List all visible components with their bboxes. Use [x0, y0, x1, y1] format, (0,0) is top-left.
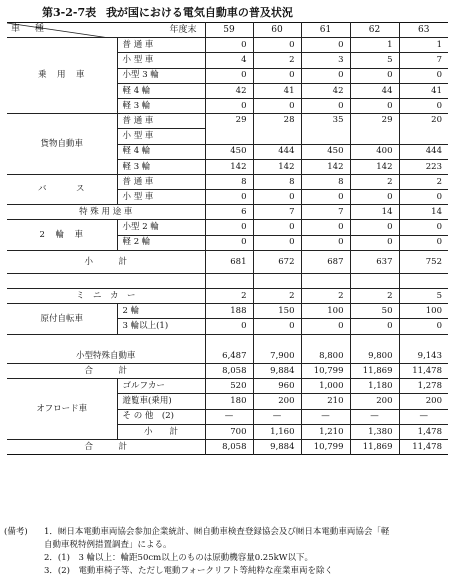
cell: 0	[399, 220, 448, 235]
cell: 752	[399, 250, 448, 273]
cell: 100	[301, 304, 350, 319]
cell: 400	[350, 144, 399, 159]
cell: 687	[301, 250, 350, 273]
cell: 7	[253, 205, 301, 220]
year-label: 年度末	[169, 25, 197, 35]
cell: 2	[301, 289, 350, 304]
cell: 0	[301, 220, 350, 235]
row-label: 軽 4 輪	[117, 83, 205, 98]
cell: 1,278	[399, 379, 448, 394]
row-label: 普 通 車	[117, 114, 205, 129]
cell: 11,478	[399, 363, 448, 378]
cell: 0	[253, 220, 301, 235]
cell: 0	[399, 319, 448, 334]
table-title-text: 我が国における電気自動車の普及状況	[105, 6, 293, 19]
cell: 9,884	[253, 439, 301, 454]
group-bus: バ ス	[7, 174, 117, 204]
cell: 2	[350, 174, 399, 189]
cell: 637	[350, 250, 399, 273]
cell: —	[399, 409, 448, 424]
cell: 3	[301, 53, 350, 68]
cell: 8	[205, 174, 253, 189]
cell: 188	[205, 304, 253, 319]
cell: 0	[350, 220, 399, 235]
cell: 8,800	[301, 349, 350, 364]
cell: 9,143	[399, 349, 448, 364]
cell: 0	[301, 38, 350, 53]
row-label: ゴルフカー	[117, 379, 205, 394]
cell: 5	[399, 289, 448, 304]
group-passenger: 乗 用 車	[7, 38, 117, 114]
cell: 700	[205, 424, 253, 439]
cell: 450	[301, 144, 350, 159]
table-row	[7, 289, 448, 304]
cell: 4	[205, 53, 253, 68]
group-cargo: 貨物自動車	[7, 114, 117, 175]
row-label: 軽 3 輪	[117, 159, 205, 174]
cell: 10,799	[301, 363, 350, 378]
cell: 0	[205, 319, 253, 334]
cell: 0	[301, 68, 350, 83]
cell: 0	[350, 190, 399, 205]
table-number: 第3-2-7表	[42, 6, 97, 19]
row-label: 小型 3 輪	[117, 68, 205, 83]
cell: —	[253, 409, 301, 424]
cell: 14	[350, 205, 399, 220]
cell: 8	[253, 174, 301, 189]
cell: 0	[205, 235, 253, 250]
cell: 520	[205, 379, 253, 394]
group-offroad: オフロード車	[7, 379, 117, 440]
cell: 41	[253, 83, 301, 98]
cell: 41	[399, 83, 448, 98]
cell: 14	[399, 205, 448, 220]
cell: 0	[253, 190, 301, 205]
subtotal-label: 小 計	[7, 250, 205, 273]
row-label: 軽 2 輪	[117, 235, 205, 250]
row-label: 2 輪	[117, 304, 205, 319]
cell: 7	[301, 205, 350, 220]
cell: 681	[205, 250, 253, 273]
row-label: そ の 他 (2)	[117, 409, 205, 424]
notes-label: (備考)	[4, 527, 28, 537]
cell: 0	[399, 98, 448, 113]
cell: 0	[350, 98, 399, 113]
row-label: 小 型 車	[117, 129, 205, 144]
spacer-row	[7, 334, 448, 349]
cell: 0	[205, 98, 253, 113]
cell: 142	[253, 159, 301, 174]
year-62: 62	[350, 23, 399, 38]
note-1b: 自動車税特例措置調査」による。	[44, 540, 172, 550]
group-special: 特 殊 用 途 車	[7, 205, 205, 220]
cell: 10,799	[301, 439, 350, 454]
cell: 5	[350, 53, 399, 68]
header-row	[7, 23, 448, 38]
cell: 8	[301, 174, 350, 189]
cell: 0	[399, 68, 448, 83]
cell: 0	[253, 68, 301, 83]
cell: 7	[399, 53, 448, 68]
cell: 0	[350, 319, 399, 334]
cell: —	[205, 409, 253, 424]
ev-table	[7, 22, 448, 455]
cell: 142	[205, 159, 253, 174]
year-63: 63	[399, 23, 448, 38]
cell: 200	[399, 394, 448, 409]
cell: 1,380	[350, 424, 399, 439]
table-row	[7, 379, 448, 394]
spacer-row	[7, 273, 448, 288]
cell: 0	[399, 235, 448, 250]
cell: 0	[205, 68, 253, 83]
cell: 7,900	[253, 349, 301, 364]
cell: 29	[350, 114, 399, 144]
total-label: 合 計	[84, 441, 127, 452]
cell: 100	[399, 304, 448, 319]
cell: 0	[350, 68, 399, 83]
cell: 0	[350, 235, 399, 250]
year-61: 61	[301, 23, 350, 38]
cell: 2	[350, 289, 399, 304]
table-row	[7, 349, 448, 364]
row-label: 普 通 車	[117, 174, 205, 189]
group-small-special: 小型特殊自動車	[7, 349, 205, 364]
cell: 29	[205, 114, 253, 144]
cell: 0	[205, 190, 253, 205]
cell: 11,478	[399, 439, 448, 454]
notes	[4, 526, 452, 578]
row-label: 小 計	[117, 424, 205, 439]
row-label: 小 型 車	[117, 53, 205, 68]
cell: 50	[350, 304, 399, 319]
table-row	[7, 205, 448, 220]
cell: 1,210	[301, 424, 350, 439]
table-row	[7, 174, 448, 189]
row-label: 小型 2 輪	[117, 220, 205, 235]
total-label: 合 計	[7, 363, 205, 378]
cell: 9,800	[350, 349, 399, 364]
row-label: 小 型 車	[117, 190, 205, 205]
subtotal-row	[7, 250, 448, 273]
cell: 0	[301, 235, 350, 250]
cell: 2	[253, 289, 301, 304]
cell: 0	[205, 38, 253, 53]
cell: 6	[205, 205, 253, 220]
cell: 150	[253, 304, 301, 319]
row-label: 普 通 車	[117, 38, 205, 53]
cell: 42	[301, 83, 350, 98]
cell: 11,869	[350, 439, 399, 454]
group-minicar: ミ ニ カ ー	[7, 289, 205, 304]
row-label: 軽 4 輪	[117, 144, 205, 159]
total-row	[7, 439, 448, 454]
cell: 444	[253, 144, 301, 159]
cell: 11,869	[350, 363, 399, 378]
cell: 450	[205, 144, 253, 159]
cell: 0	[301, 190, 350, 205]
cell: 210	[301, 394, 350, 409]
cell: —	[350, 409, 399, 424]
cell: 1,478	[399, 424, 448, 439]
cell: 0	[253, 38, 301, 53]
table-row	[7, 304, 448, 319]
table-title	[42, 4, 452, 20]
cell: 6,487	[205, 349, 253, 364]
cell: 42	[205, 83, 253, 98]
group-moped: 原付自転車	[7, 304, 117, 334]
group-two-wheel: 2 輪 車	[7, 220, 117, 250]
note-3: 3．(2) 電動車椅子等、ただし電動フォークリフト等純粋な産業車両を除く	[44, 566, 334, 576]
note-1a: 1．㈶日本電動車両協会参加企業統計、㈶自動車検査登録協会及び㈶日本電動車両協会「軽	[44, 527, 390, 537]
total-row	[7, 363, 448, 378]
cell: 1,000	[301, 379, 350, 394]
cell: —	[301, 409, 350, 424]
cell: 223	[399, 159, 448, 174]
cell: 1,180	[350, 379, 399, 394]
table-row	[7, 38, 448, 53]
cell: 1,160	[253, 424, 301, 439]
cell: 2	[399, 174, 448, 189]
cell: 35	[301, 114, 350, 144]
row-label: 軽 3 輪	[117, 98, 205, 113]
cell: 0	[205, 220, 253, 235]
cell: 1	[350, 38, 399, 53]
cell: 200	[350, 394, 399, 409]
cell: 0	[253, 235, 301, 250]
cell: 200	[253, 394, 301, 409]
cell: 142	[350, 159, 399, 174]
cell: 2	[205, 289, 253, 304]
table-row	[7, 220, 448, 235]
cell: 2	[253, 53, 301, 68]
cell: 28	[253, 114, 301, 144]
row-label: 3 輪以上(1)	[117, 319, 205, 334]
cell: 0	[253, 98, 301, 113]
cell: 1	[399, 38, 448, 53]
note-2: 2．(1) 3 輪以上：輪距50cm以上のものは原動機容量0.25kW以下。	[44, 553, 314, 563]
year-59: 59	[205, 23, 253, 38]
cell: 0	[301, 98, 350, 113]
cell: 8,058	[205, 363, 253, 378]
year-60: 60	[253, 23, 301, 38]
cell: 960	[253, 379, 301, 394]
cell: 20	[399, 114, 448, 144]
header-corner	[7, 23, 205, 38]
cell: 9,884	[253, 363, 301, 378]
cell: 0	[399, 190, 448, 205]
cell: 444	[399, 144, 448, 159]
row-label: 遊覧車(乗用)	[117, 394, 205, 409]
cell: 142	[301, 159, 350, 174]
type-label: 車 種	[11, 24, 50, 35]
cell: 180	[205, 394, 253, 409]
table-row	[7, 114, 448, 129]
cell: 0	[253, 319, 301, 334]
cell: 672	[253, 250, 301, 273]
cell: 0	[301, 319, 350, 334]
cell: 8,058	[205, 439, 253, 454]
cell: 44	[350, 83, 399, 98]
